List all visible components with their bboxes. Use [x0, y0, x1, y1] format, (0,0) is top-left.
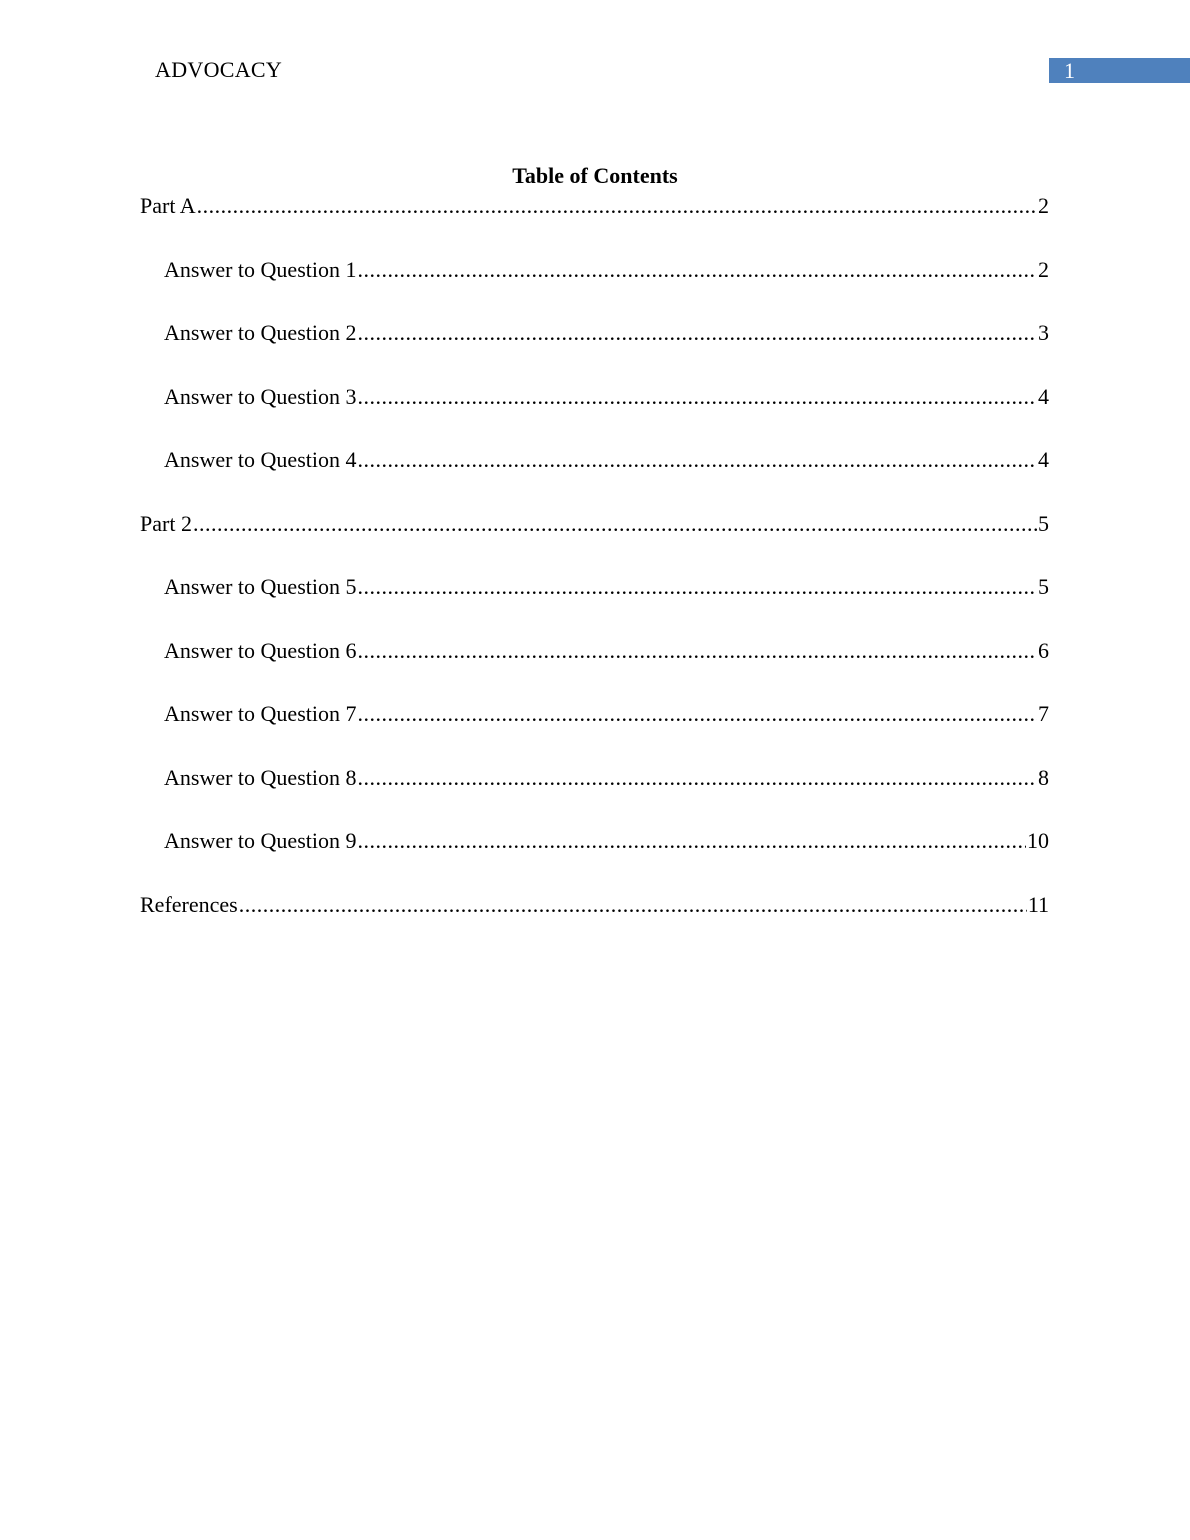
dot-leader: [357, 765, 1037, 791]
toc-entry-part-a[interactable]: [140, 193, 1049, 219]
dot-leader: [197, 193, 1037, 219]
toc-entry-question-8[interactable]: [140, 765, 1049, 791]
toc-entry-page: 2: [1038, 256, 1049, 282]
toc-entry-label: References: [140, 891, 238, 917]
toc-entry-page: 5: [1038, 574, 1049, 599]
toc-entry-question-7[interactable]: [140, 701, 1049, 727]
toc-entry-label: Answer to Question 7: [164, 701, 357, 726]
toc-entry-part-2[interactable]: [140, 511, 1049, 537]
dot-leader: [357, 828, 1026, 854]
toc-entry-page: 2: [1038, 193, 1049, 218]
toc-entry-page: 3: [1038, 320, 1049, 345]
toc-entry-question-2[interactable]: [140, 320, 1049, 346]
toc-entry-question-4[interactable]: [140, 447, 1049, 473]
toc-entry-label: Answer to Question 1: [164, 256, 357, 282]
dot-leader: [357, 257, 1037, 283]
dot-leader: [357, 701, 1037, 727]
dot-leader: [357, 320, 1037, 346]
toc-heading: Table of Contents: [512, 163, 678, 188]
toc-entry-label: Answer to Question 2: [164, 320, 357, 345]
toc-entry-question-9[interactable]: [140, 828, 1049, 854]
toc-entry-question-5[interactable]: [140, 574, 1049, 600]
dot-leader: [239, 892, 1027, 918]
dot-leader: [193, 511, 1037, 537]
toc-entry-page: 4: [1038, 447, 1049, 472]
page-number: 1: [1064, 58, 1075, 83]
toc-entry-label: Answer to Question 3: [164, 383, 357, 409]
toc-entry-question-6[interactable]: [140, 638, 1049, 664]
toc-entry-page: 7: [1038, 701, 1049, 726]
toc-entry-label: Answer to Question 9: [164, 828, 357, 853]
toc-entry-label: Part 2: [140, 510, 192, 536]
toc-entry-page: 10: [1027, 828, 1049, 853]
toc-entry-label: Answer to Question 4: [164, 447, 357, 472]
toc-entry-label: Answer to Question 5: [164, 574, 357, 599]
toc-entry-label: Part A: [140, 193, 196, 218]
dot-leader: [357, 447, 1037, 473]
table-of-contents: [140, 193, 1049, 955]
dot-leader: [357, 638, 1037, 664]
dot-leader: [357, 574, 1037, 600]
running-header-title: ADVOCACY: [155, 57, 283, 82]
toc-entry-page: 8: [1038, 764, 1049, 790]
toc-entry-question-1[interactable]: [140, 257, 1049, 283]
toc-entry-label: Answer to Question 8: [164, 764, 357, 790]
page-number-badge: [1049, 58, 1190, 83]
toc-entry-page: 5: [1038, 510, 1049, 536]
toc-entry-page: 11: [1027, 891, 1049, 917]
toc-entry-label: Answer to Question 6: [164, 637, 357, 663]
dot-leader: [357, 384, 1037, 410]
toc-entry-page: 4: [1038, 383, 1049, 409]
toc-entry-page: 6: [1038, 637, 1049, 663]
toc-entry-question-3[interactable]: [140, 384, 1049, 410]
toc-entry-references[interactable]: [140, 892, 1049, 918]
